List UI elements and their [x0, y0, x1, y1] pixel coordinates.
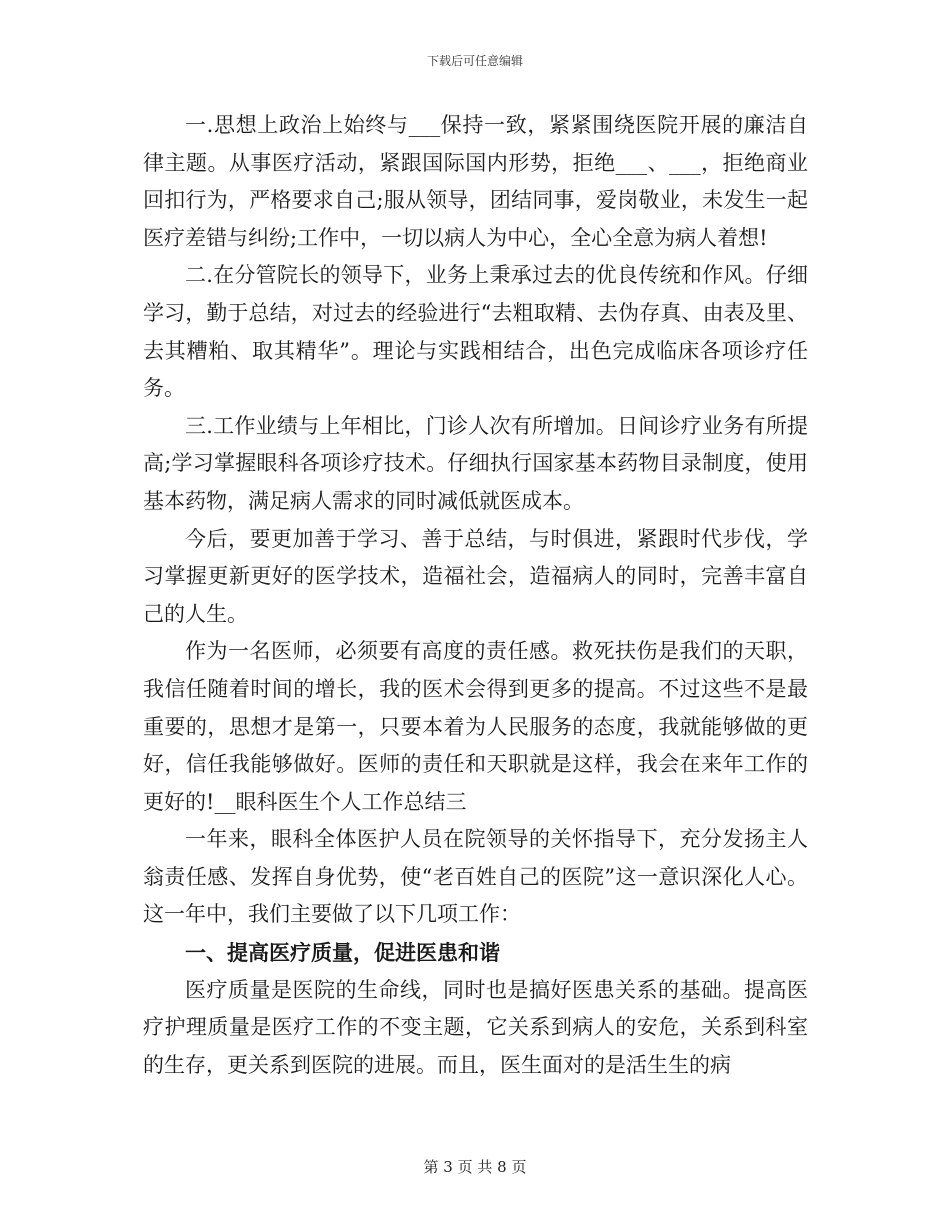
- paragraph-5: 作为一名医师，必须要有高度的责任感。救死扶伤是我们的天职，我信任随着时间的增长，我的医术会得到更多的提高。不过这些不是最重要的，思想才是第一，只要本着为人民服务的态度，我就能够做的更好，信任我能够做好。医师的责任和天职就是这样，我会在来年工作的更好的!__眼科医生个人工作总结三: [143, 639, 808, 814]
- paragraph-6: 一年来，眼科全体医护人员在院领导的关怀指导下，充分发扬主人翁责任感、发挥自身优势，使“老百姓自己的医院”这一意识深化人心。这一年中，我们主要做了以下几项工作：: [143, 827, 808, 927]
- document-body: [143, 107, 808, 1084]
- paragraph-3: 三.工作业绩与上年相比，门诊人次有所增加。日间诊疗业务有所提高;学习掌握眼科各项诊疗技术。仔细执行国家基本药物目录制度，使用基本药物，满足病人需求的同时减低就医成本。: [143, 413, 808, 513]
- paragraph-2: 二.在分管院长的领导下，业务上秉承过去的优良传统和作风。仔细学习，勤于总结，对过去的经验进行“去粗取精、去伪存真、由表及里、去其糟粕、取其精华”。理论与实践相结合，出色完成临床各项诊疗任务。: [143, 263, 808, 401]
- section-heading: 一、提高医疗质量，促进医患和谐: [185, 940, 500, 966]
- paragraph-4: 今后，要更加善于学习、善于总结，与时俱进，紧跟时代步伐，学习掌握更新更好的医学技术，造福社会，造福病人的同时，完善丰富自己的人生。: [143, 526, 808, 626]
- paragraph-7: 医疗质量是医院的生命线，同时也是搞好医患关系的基础。提高医疗护理质量是医疗工作的不变主题，它关系到病人的安危，关系到科室的生存，更关系到医院的进展。而且，医生面对的是活生生的病: [143, 977, 808, 1077]
- page-footer: 第 3 页 共 8 页: [423, 1158, 527, 1176]
- paragraph-1: 一.思想上政治上始终与___保持一致，紧紧围绕医院开展的廉洁自律主题。从事医疗活动，紧跟国际国内形势，拒绝___、___，拒绝商业回扣行为，严格要求自己;服从领导，团结同事，爱岗敬业，未发生一起医疗差错与纠纷;工作中，一切以病人为中心，全心全意为病人着想!: [143, 113, 808, 250]
- page-header: 下载后可任意编辑: [426, 54, 523, 68]
